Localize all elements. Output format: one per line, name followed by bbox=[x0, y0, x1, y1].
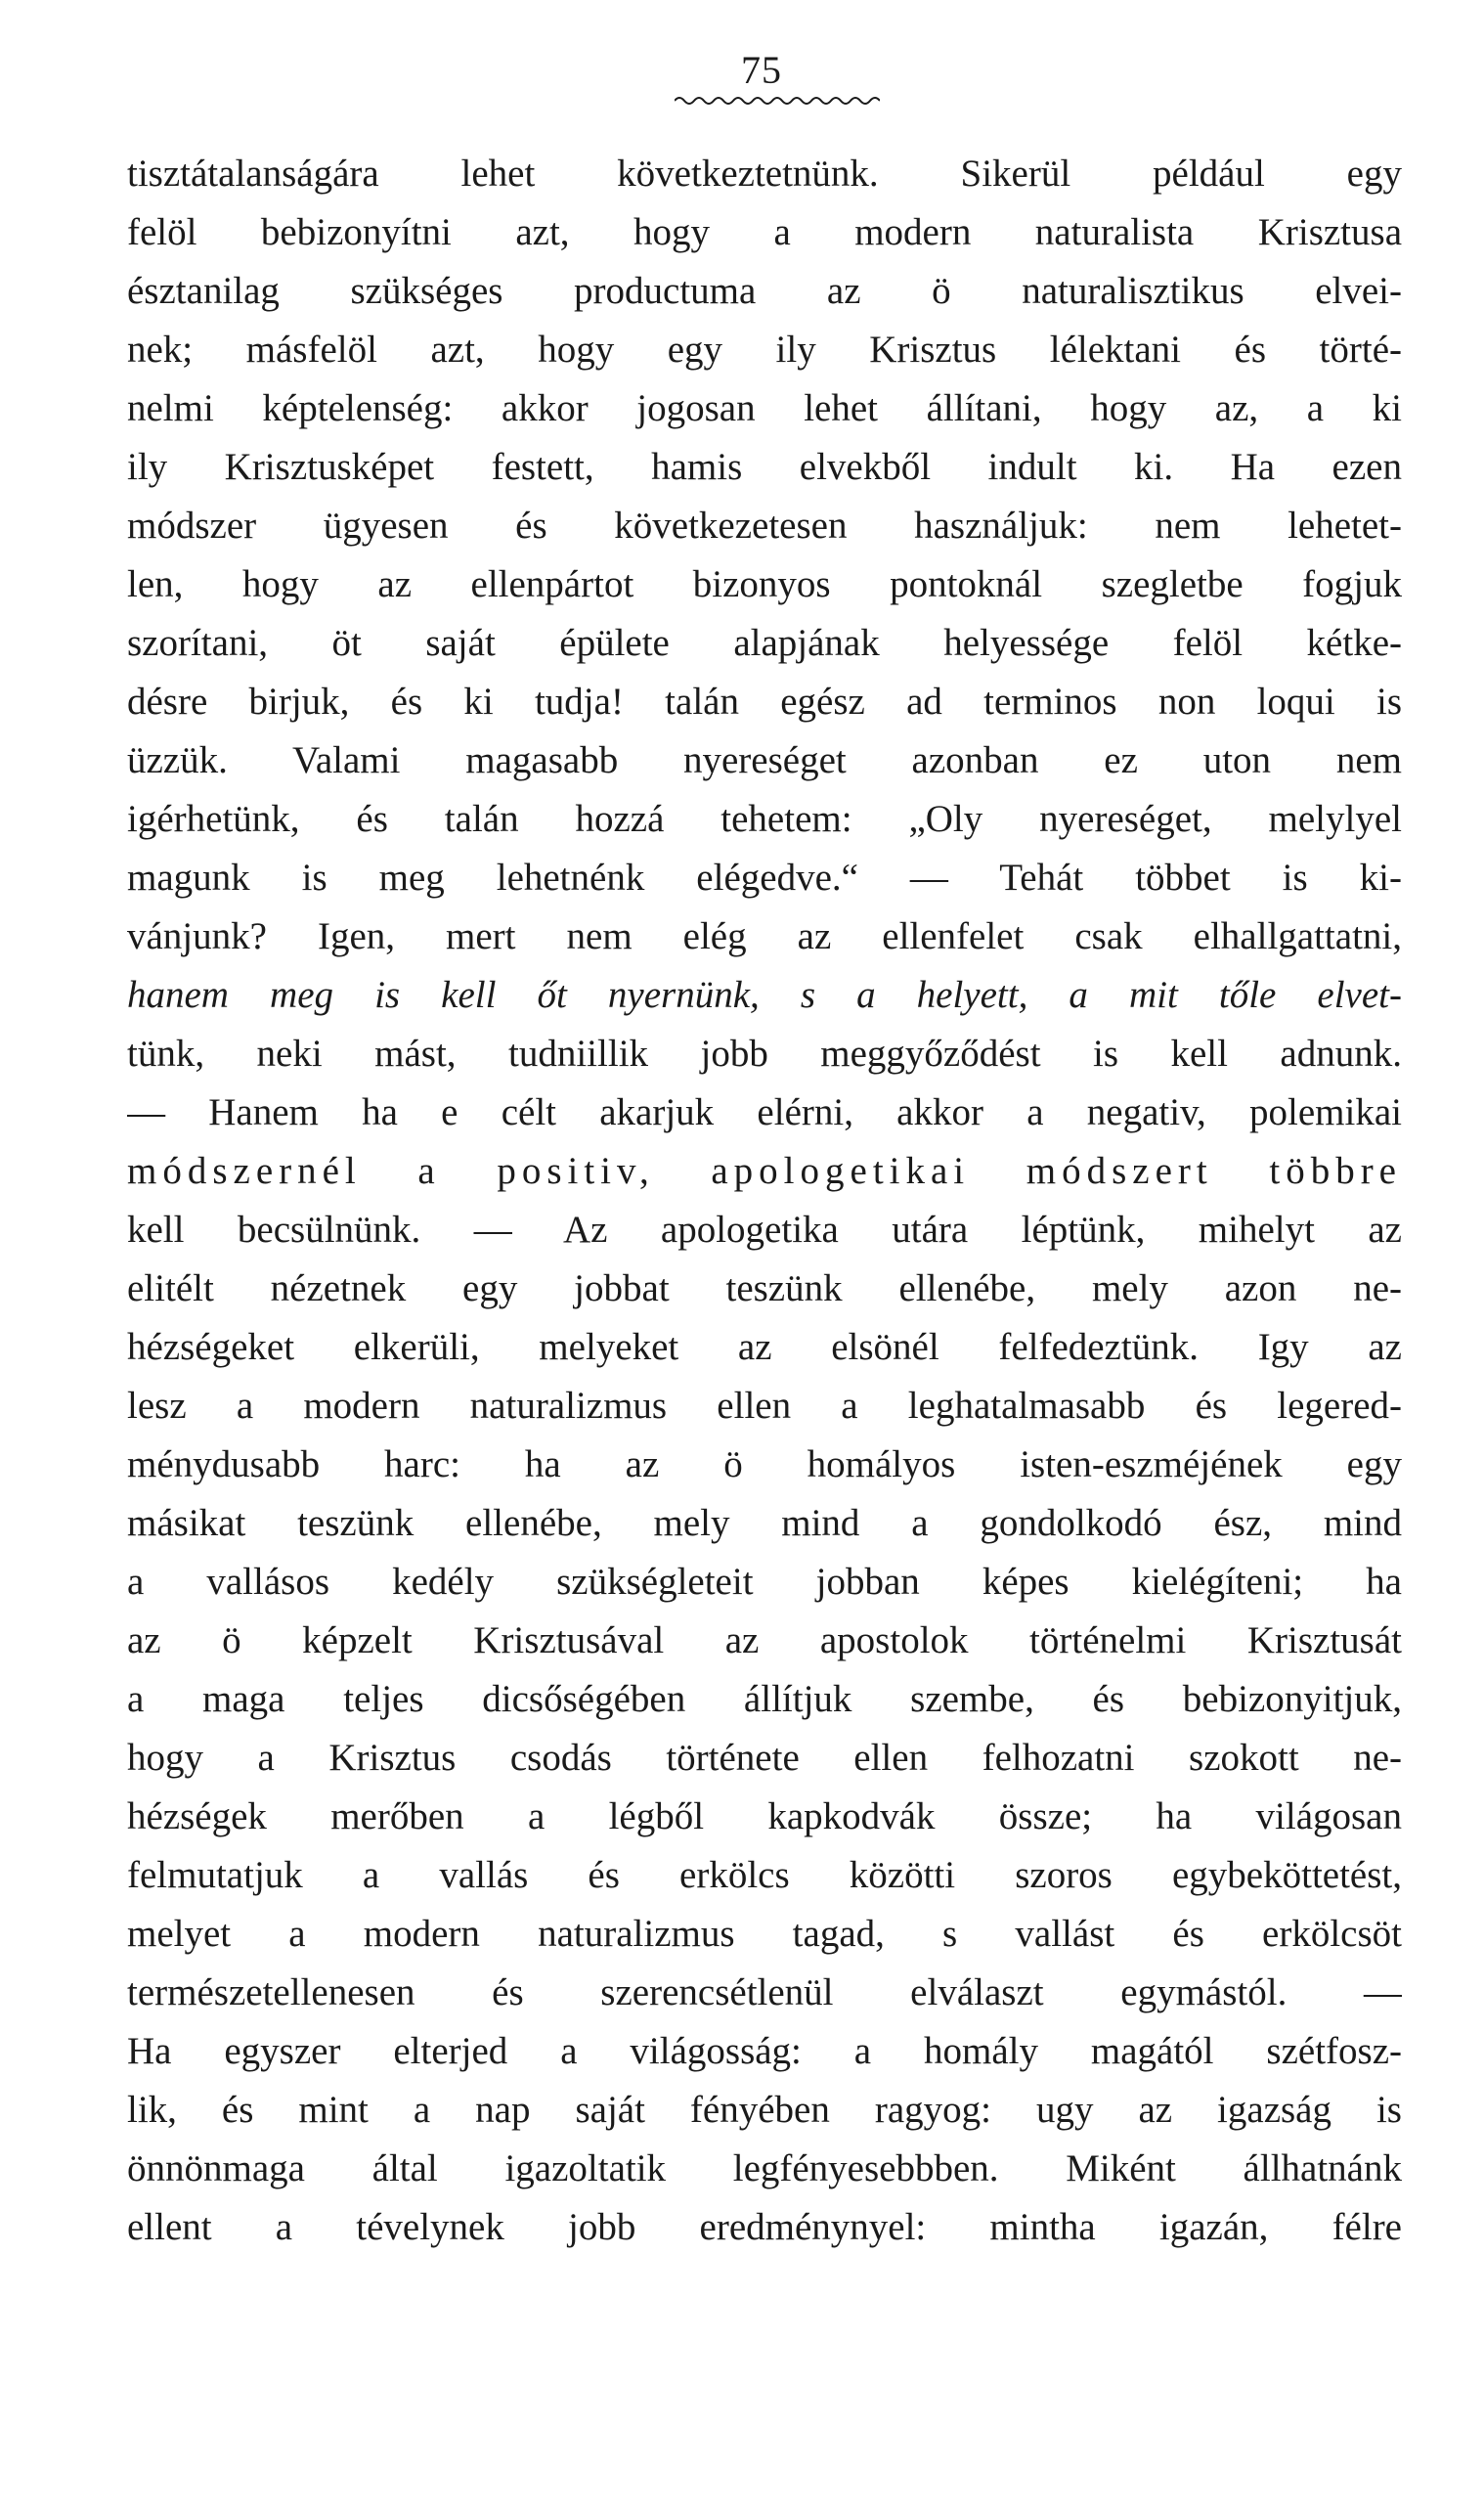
text-line: vánjunk? Igen, mert nem elég az ellenfelet csak elhallgattatni, bbox=[127, 915, 1402, 957]
page-number: 75 bbox=[741, 48, 782, 92]
text-line: felöl bebizonyítni azt, hogy a modern naturalista Krisztusa bbox=[127, 211, 1402, 253]
text-line: nelmi képtelenség: akkor jogosan lehet állítani, hogy az, a ki bbox=[127, 387, 1402, 429]
body-text bbox=[127, 145, 1402, 2257]
text-line: ménydusabb harc: ha az ö homályos isten-eszméjének egy bbox=[127, 1443, 1402, 1485]
text-line: elitélt nézetnek egy jobbat teszünk ellenébe, mely azon ne- bbox=[127, 1267, 1402, 1309]
text-line: másikat teszünk ellenébe, mely mind a gondolkodó ész, mind bbox=[127, 1502, 1402, 1544]
text-line: igérhetünk, és talán hozzá tehetem: „Oly nyereséget, melylyel bbox=[127, 798, 1402, 840]
text-line: nek; másfelöl azt, hogy egy ily Krisztus lélektani és törté- bbox=[127, 329, 1402, 371]
text-line: a maga teljes dicsőségében állítjuk szembe, és bebizonyitjuk, bbox=[127, 1678, 1402, 1720]
text-line: a vallásos kedély szükségleteit jobban képes kielégíteni; ha bbox=[127, 1561, 1402, 1603]
text-line: hézségek merőben a légből kapkodvák össze; ha világosan bbox=[127, 1795, 1402, 1837]
text-line: ily Krisztusképet festett, hamis elvekből indult ki. Ha ezen bbox=[127, 446, 1402, 488]
text-line: len, hogy az ellenpártot bizonyos pontoknál szegletbe fogjuk bbox=[127, 563, 1402, 605]
text-line: hézségeket elkerüli, melyeket az elsönél felfedeztünk. Igy az bbox=[127, 1326, 1402, 1368]
page-header bbox=[0, 47, 1484, 94]
text-line: désre birjuk, és ki tudja! talán egész ad terminos non loqui is bbox=[127, 681, 1402, 723]
text-line: természetellenesen és szerencsétlenül elválaszt egymástól. — bbox=[127, 1971, 1402, 2013]
text-line: szorítani, öt saját épülete alapjának helyessége felöl kétke- bbox=[127, 622, 1402, 664]
text-line: hogy a Krisztus csodás története ellen felhozatni szokott ne- bbox=[127, 1737, 1402, 1779]
text-line: tünk, neki mást, tudniillik jobb meggyőződést is kell adnunk. bbox=[127, 1033, 1402, 1075]
text-line: lesz a modern naturalizmus ellen a leghatalmasabb és legered- bbox=[127, 1385, 1402, 1427]
text-line: melyet a modern naturalizmus tagad, s vallást és erkölcsöt bbox=[127, 1913, 1402, 1955]
text-line: magunk is meg lehetnénk elégedve.“ — Tehát többet is ki- bbox=[127, 857, 1402, 899]
text-line: az ö képzelt Krisztusával az apostolok történelmi Krisztusát bbox=[127, 1619, 1402, 1661]
text-line: tisztátalanságára lehet következtetnünk. Sikerül például egy bbox=[127, 153, 1402, 195]
text-line: módszernél a positiv, apologetikai módszert többre bbox=[127, 1150, 1402, 1192]
text-line: lik, és mint a nap saját fényében ragyog: ugy az igazság is bbox=[127, 2089, 1402, 2131]
wavy-ornament-icon bbox=[675, 94, 880, 108]
text-line: — Hanem ha e célt akarjuk elérni, akkor a negativ, polemikai bbox=[127, 1091, 1402, 1133]
text-line: kell becsülnünk. — Az apologetika utára léptünk, mihelyt az bbox=[127, 1209, 1402, 1251]
text-line: módszer ügyesen és következetesen használjuk: nem lehetet- bbox=[127, 505, 1402, 547]
text-line: üzzük. Valami magasabb nyereséget azonban ez uton nem bbox=[127, 739, 1402, 781]
text-line: felmutatjuk a vallás és erkölcs közötti szoros egybeköttetést, bbox=[127, 1854, 1402, 1896]
text-line: észtanilag szükséges productuma az ö naturalisztikus elvei- bbox=[127, 270, 1402, 312]
text-line: önnönmaga által igazoltatik legfényesebbben. Miként állhatnánk bbox=[127, 2147, 1402, 2189]
text-line: ellent a tévelynek jobb eredménynyel: mintha igazán, félre bbox=[127, 2206, 1402, 2248]
text-line: Ha egyszer elterjed a világosság: a homály magától szétfosz- bbox=[127, 2030, 1402, 2072]
text-line: hanem meg is kell őt nyernünk, s a helyett, a mit tőle elvet- bbox=[127, 974, 1402, 1016]
